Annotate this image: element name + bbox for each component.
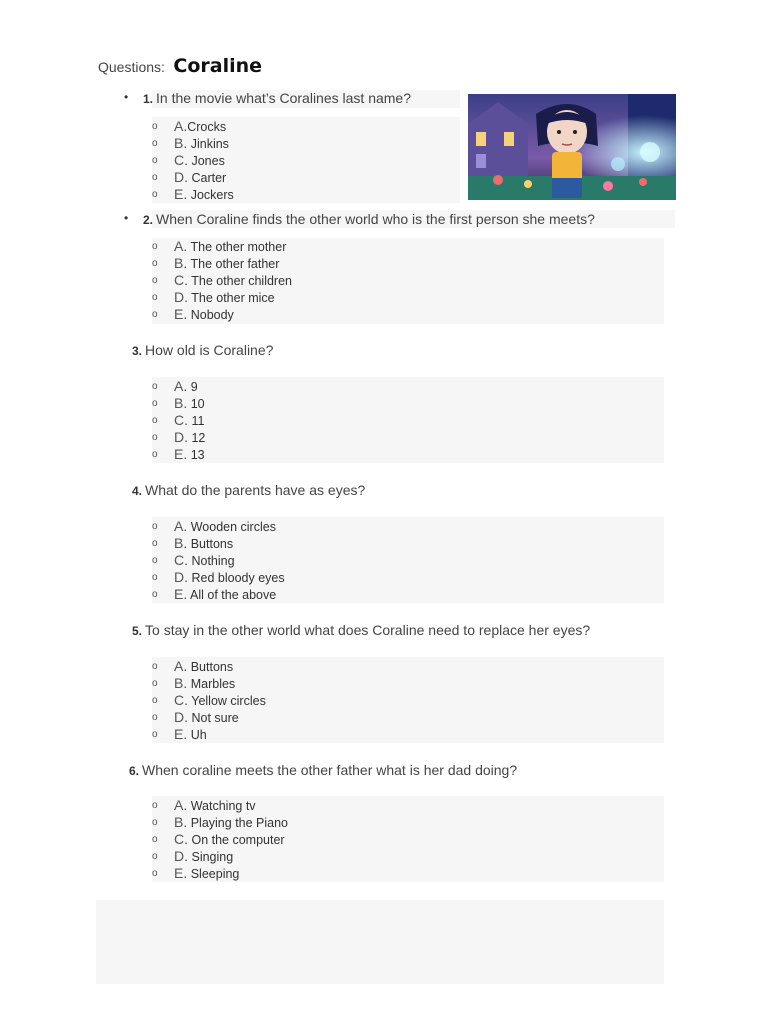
circle-bullet-icon: o [152, 381, 158, 392]
option: o E. All of the above [152, 586, 277, 602]
option: o A. The other mother [152, 238, 287, 254]
circle-bullet-icon: o [152, 555, 158, 566]
circle-bullet-icon: o [152, 834, 158, 845]
question-text: When coraline meets the other father what is her dad doing? [142, 762, 518, 778]
circle-bullet-icon: o [152, 712, 158, 723]
option: o D. Red bloody eyes [152, 569, 285, 585]
option: o C. Yellow circles [152, 692, 266, 708]
coraline-movie-image [468, 94, 676, 200]
option: o B. The other father [152, 255, 280, 271]
option: o B. Buttons [152, 535, 234, 551]
question-3-options-box [152, 377, 664, 463]
circle-bullet-icon: o [152, 572, 158, 583]
circle-bullet-icon: o [152, 241, 158, 252]
circle-bullet-icon: o [152, 415, 158, 426]
option: o A. Buttons [152, 658, 234, 674]
option: o E. Uh [152, 726, 207, 742]
circle-bullet-icon: o [152, 800, 158, 811]
question-3-options [152, 378, 206, 463]
option: o A. 9 [152, 378, 198, 394]
option: o E. Sleeping [152, 865, 240, 881]
circle-bullet-icon: o [152, 695, 158, 706]
question-6-options [152, 797, 289, 882]
question-5-options [152, 658, 266, 743]
question-1 [124, 90, 411, 106]
circle-bullet-icon: o [152, 292, 158, 303]
question-text: When Coraline finds the other world who is the first person she meets? [156, 211, 595, 227]
circle-bullet-icon: o [152, 817, 158, 828]
question-3 [132, 342, 273, 358]
option: o C. 11 [152, 412, 205, 428]
empty-content-box [96, 900, 664, 984]
option: o C. Nothing [152, 552, 235, 568]
option: o C. On the computer [152, 831, 285, 847]
circle-bullet-icon: o [152, 538, 158, 549]
option: o B. Playing the Piano [152, 814, 289, 830]
option: o B. Marbles [152, 675, 236, 691]
question-1-options [152, 118, 234, 203]
circle-bullet-icon: o [152, 661, 158, 672]
option: o B. 10 [152, 395, 205, 411]
circle-bullet-icon: o [152, 851, 158, 862]
circle-bullet-icon: o [152, 172, 158, 183]
question-2 [124, 211, 595, 227]
title-label: Questions: [98, 59, 165, 75]
circle-bullet-icon: o [152, 189, 158, 200]
question-6 [129, 762, 517, 778]
question-5 [132, 622, 590, 638]
circle-bullet-icon: o [152, 398, 158, 409]
option: o B. Jinkins [152, 135, 229, 151]
question-number: 5. [132, 624, 143, 638]
option: o D. Singing [152, 848, 234, 864]
circle-bullet-icon: o [152, 432, 158, 443]
circle-bullet-icon: o [152, 155, 158, 166]
circle-bullet-icon: o [152, 729, 158, 740]
option: o D. 12 [152, 429, 206, 445]
question-text: What do the parents have as eyes? [145, 482, 366, 498]
option: o E. 13 [152, 446, 205, 462]
circle-bullet-icon: o [152, 258, 158, 269]
question-text: To stay in the other world what does Coraline need to replace her eyes? [145, 622, 591, 638]
question-text: In the movie what’s Coralines last name? [156, 90, 411, 106]
circle-bullet-icon: o [152, 678, 158, 689]
option: o A.Crocks [152, 118, 227, 134]
title-main: Coraline [173, 55, 263, 77]
circle-bullet-icon: o [152, 309, 158, 320]
option: o D. The other mice [152, 289, 275, 305]
option: o E. Nobody [152, 306, 234, 322]
question-4-options [152, 518, 285, 603]
question-2-options [152, 238, 293, 323]
option: o A. Wooden circles [152, 518, 276, 534]
circle-bullet-icon: o [152, 121, 158, 132]
question-text: How old is Coraline? [145, 342, 274, 358]
question-number: 3. [132, 344, 143, 358]
option: o A. Watching tv [152, 797, 256, 813]
bullet-icon: • [124, 90, 129, 104]
circle-bullet-icon: o [152, 138, 158, 149]
question-number: 1. [143, 92, 154, 106]
option: o D. Carter [152, 169, 227, 185]
question-number: 6. [129, 764, 140, 778]
circle-bullet-icon: o [152, 521, 158, 532]
page-title [98, 55, 262, 77]
circle-bullet-icon: o [152, 868, 158, 879]
question-4 [132, 482, 365, 498]
question-number: 4. [132, 484, 143, 498]
option: o C. The other children [152, 272, 293, 288]
option: o D. Not sure [152, 709, 239, 725]
bullet-icon: • [124, 211, 129, 225]
circle-bullet-icon: o [152, 589, 158, 600]
circle-bullet-icon: o [152, 449, 158, 460]
option: o E. Jockers [152, 186, 234, 202]
circle-bullet-icon: o [152, 275, 158, 286]
question-number: 2. [143, 213, 154, 227]
option: o C. Jones [152, 152, 225, 168]
